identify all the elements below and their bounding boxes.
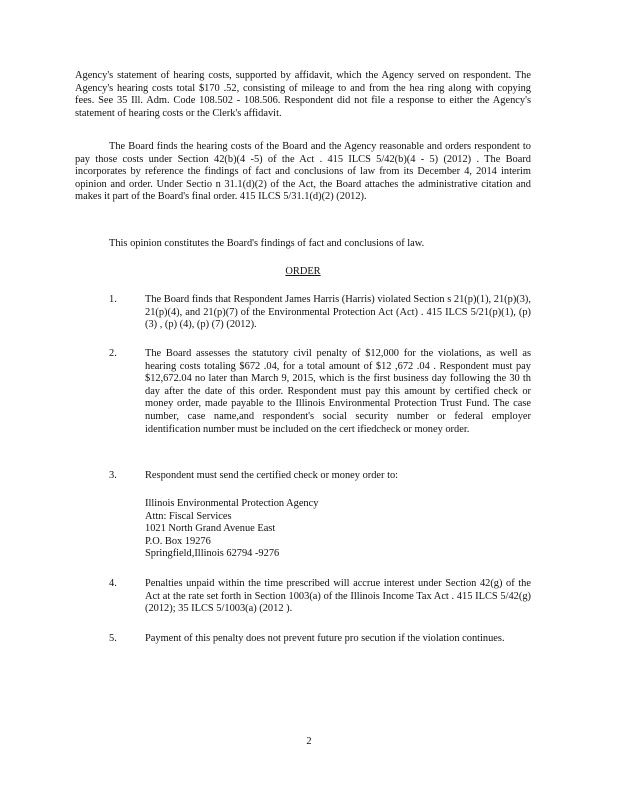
item-text: Payment of this penalty does not prevent future pro secution if the violation continues. — [145, 633, 505, 644]
paragraph-opinion-statement: This opinion constitutes the Board's findings of fact and conclusions of law. — [109, 238, 425, 249]
address-line: Attn: Fiscal Services — [145, 510, 232, 522]
address-line: 1021 North Grand Avenue East — [145, 523, 276, 535]
item-text: The Board assesses the statutory civil penalty of $12,000 for the violations, as well as hearing costs totaling $672 .04, for a total amount of $12 ,672 .04 . Respondent must pay $12,672.04 no later than March 9, 2015, which is the first business day following the 30 th day after the date of this order. Respondent must pay this amount by certified check or money order, made payable to the Illinois Environmental Protection Trust Fund. The case number, case name,and respondent's social security number or federal employer identification number must be included on the cert ifiedcheck or money order. — [145, 348, 531, 435]
page-number: 2 — [306, 736, 312, 747]
item-number: 3. — [109, 470, 117, 481]
address-line: P.O. Box 19276 — [145, 535, 211, 547]
address-line: Illinois Environmental Protection Agency — [145, 498, 319, 509]
item-text: Respondent must send the certified check or money order to: — [145, 470, 399, 481]
item-number: 2. — [109, 348, 117, 359]
paragraph-board-findings: The Board finds the hearing costs of the Board and the Agency reasonable and orders respondent to pay those costs under Section 42(b)(4 -5) of the Act . 415 ILCS 5/42(b)(4 - 5) (2012) . The Board incorporates by reference the findings of fact and conclusions of law from its December 4, 2014 interim opinion and order. Under Sectio n 31.1(d)(2) of the Act, the Board attaches the administrative citation and makes it part of the Board's final order. 415 ILCS 5/31.1(d)(2) (2012). — [75, 141, 531, 203]
mailing-address — [145, 498, 445, 561]
item-text: The Board finds that Respondent James Harris (Harris) violated Section s 21(p)(1), 21(p)(3), 21(p)(4), and 21(p)(7) of the Environmental Protection Act (Act) . 415 ILCS 5/21(p)(1), (p) (3) , (p) (4), (p) (7) (2012). — [145, 294, 531, 331]
address-line: Springfield,Illinois 62794 -9276 — [145, 548, 280, 560]
item-number: 1. — [109, 294, 117, 305]
paragraph-hearing-costs: Agency's statement of hearing costs, supported by affidavit, which the Agency served on respondent. The Agency's hearing costs total $170 .52, consisting of mileage to and from the hea ring along with copying fees. See 35 Ill. Adm. Code 108.502 - 108.506. Respondent did not file a response to either the Agency's statement of hearing costs or the Clerk's affidavit. — [75, 70, 531, 119]
item-number: 5. — [109, 633, 117, 644]
item-number: 4. — [109, 578, 117, 589]
order-heading: ORDER — [285, 266, 321, 277]
item-text: Penalties unpaid within the time prescribed will accrue interest under Section 42(g) of the Act at the rate set forth in Section 1003(a) of the Illinois Income Tax Act . 415 ILCS 5/42(g) (2012); 35 ILCS 5/1003(a) (2012 ). — [145, 578, 531, 615]
